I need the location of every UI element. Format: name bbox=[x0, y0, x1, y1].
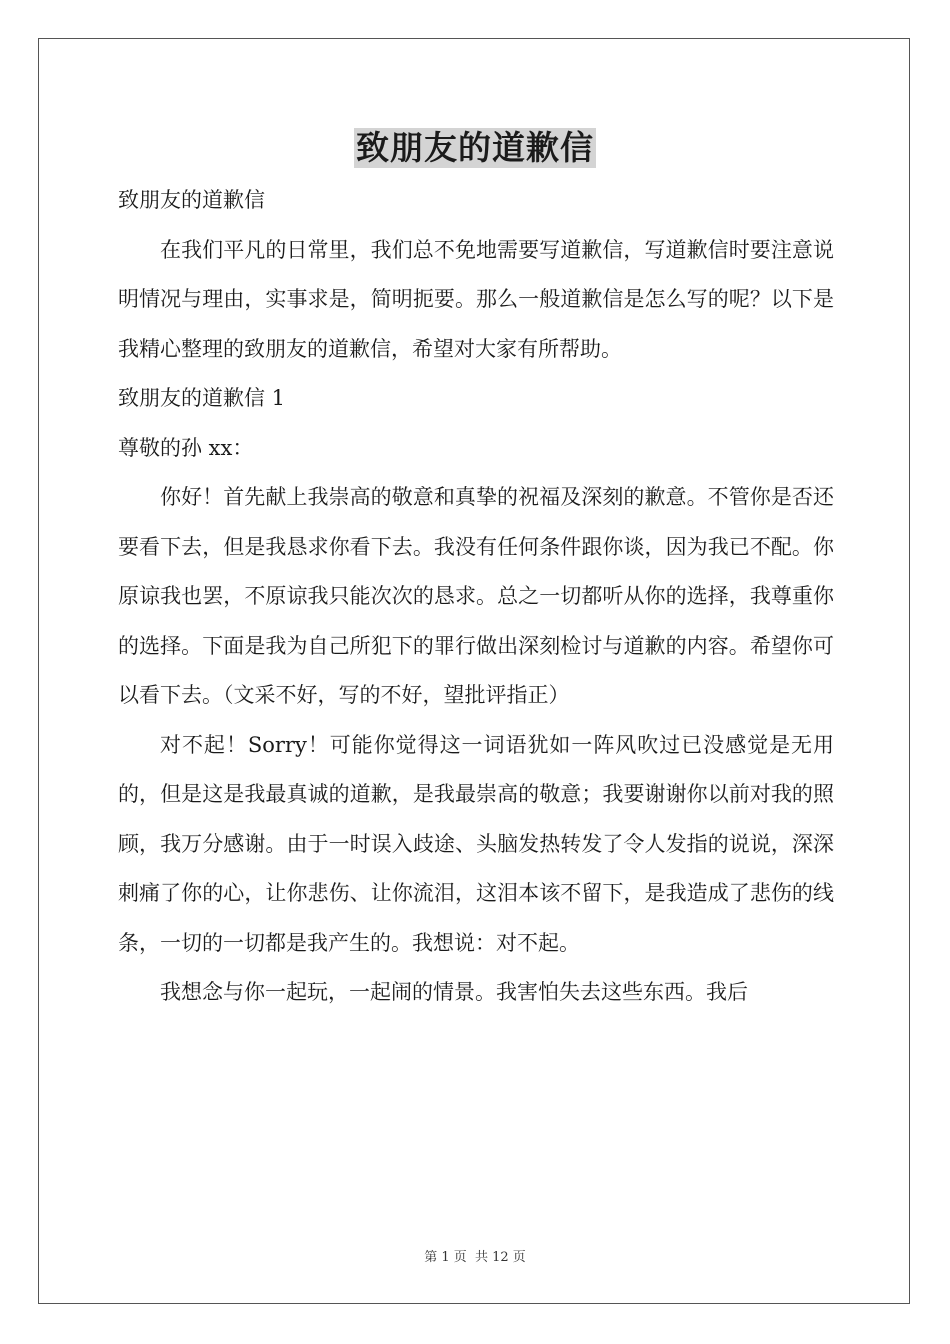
paragraph-intro: 在我们平凡的日常里，我们总不免地需要写道歉信，写道歉信时要注意说明情况与理由，实事求是，简明扼要。那么一般道歉信是怎么写的呢？以下是我精心整理的致朋友的道歉信，希望对大家有所帮助。 bbox=[118, 237, 834, 361]
page-total: 共 12 页 bbox=[474, 1250, 526, 1265]
document-body bbox=[118, 176, 834, 1018]
paragraph-heading: 致朋友的道歉信 bbox=[118, 188, 265, 212]
paragraph-salutation: 尊敬的孙 xx： bbox=[118, 435, 254, 460]
page-footer bbox=[0, 1246, 950, 1265]
title-area bbox=[0, 128, 950, 168]
paragraph-subheading: 致朋友的道歉信 1 bbox=[118, 386, 286, 410]
paragraph-body-1: 你好！首先献上我崇高的敬意和真挚的祝福及深刻的歉意。不管你是否还要看下去，但是我恳求你看下去。我没有任何条件跟你谈，因为我已不配。你原谅我也罢，不原谅我只能次次的恳求。总之一切都听从你的选择，我尊重你的选择。下面是我为自己所犯下的罪行做出深刻检讨与道歉的内容。希望你可以看下去。（文采不好，写的不好，望批评指正） bbox=[118, 485, 834, 707]
document-title: 致朋友的道歉信 bbox=[356, 128, 594, 167]
paragraph-body-2: 对不起！Sorry！可能你觉得这一词语犹如一阵风吹过已没感觉是无用的，但是这是我最真诚的道歉，是我最崇高的敬意；我要谢谢你以前对我的照顾，我万分感谢。由于一时误入歧途、头脑发热转发了令人发指的说说，深深刺痛了你的心，让你悲伤、让你流泪，这泪本该不留下，是我造成了悲伤的线条，一切的一切都是我产生的。我想说：对不起。 bbox=[118, 732, 834, 955]
paragraph-body-3: 我想念与你一起玩，一起闹的情景。我害怕失去这些东西。我后 bbox=[160, 980, 748, 1004]
page-number: 第 1 页 bbox=[424, 1250, 467, 1265]
